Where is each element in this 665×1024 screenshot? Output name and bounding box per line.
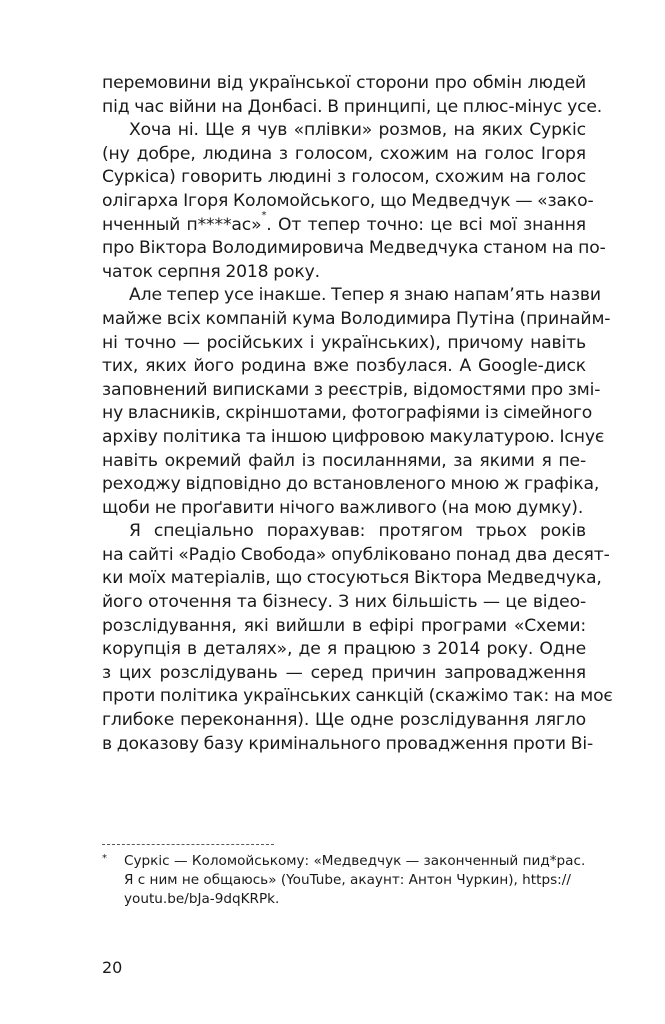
text-line: під час війни на Донбасі. В принципі, це плюс-мінус усе. (102, 96, 603, 117)
text-line: розслідування, які вийшли в ефірі програми «Схеми: (102, 615, 586, 636)
text-fragment: нченный п****ас» (102, 214, 262, 235)
text-line (102, 209, 586, 238)
text-line: Хоча ні. Ще я чув «плівки» розмов, на яких Суркіс (129, 120, 586, 141)
footnote (102, 852, 586, 909)
footnote-reference: * (261, 209, 267, 221)
text-line: Суркіса) говорить людині з голосом, схожим на голос (102, 167, 586, 188)
text-line: олігарха Ігоря Коломойського, що Медведчук — «зако- (102, 190, 594, 211)
text-line: глибоке переконання). Ще одне розслідування лягло (102, 710, 586, 731)
text-line: перемовини від української сторони про обмін людей (102, 73, 586, 93)
footnote-marker: * (102, 853, 107, 864)
text-line: про Віктора Володимировича Медведчука станом на по- (102, 238, 606, 259)
text-line: щоби не проґавити нічого важливого (на мою думку). (102, 497, 584, 518)
text-line: ки моїх матеріалів, що стосуються Віктора Медведчука, (102, 568, 602, 589)
footnote-separator (102, 844, 274, 845)
text-fragment: . От тепер точно: це всі мої знання (266, 214, 586, 235)
text-line: ні точно — російських і українських), причому навіть (102, 332, 586, 353)
text-line: реходжу відповідно до встановленого мною ж графіка, (102, 474, 600, 495)
text-line: заповнений виписками з реєстрів, відомостями про змі- (102, 379, 601, 400)
text-line: в доказову базу кримінального провадження проти Ві- (102, 733, 594, 754)
text-line: навіть окремий файл із посиланнями, за якими я пе- (102, 450, 586, 471)
text-line: (ну добре, людина з голосом, схожим на голос Ігоря (102, 143, 586, 164)
text-line: Але тепер усе інакше. Тепер я знаю напам’ять назви (129, 285, 601, 306)
body-text (102, 72, 613, 756)
footnote-line: Я с ним не общаюсь» (YouTube, акаунт: Антон Чуркин), https:// (124, 872, 571, 888)
text-line: його оточення та бізнесу. З них більшість — це відео- (102, 592, 586, 613)
text-line: проти політика українських санкцій (скажімо так: на моє (102, 686, 613, 707)
text-line: ну власників, скріншотами, фотографіями із сімейного (102, 403, 593, 424)
text-line: архіву політика та іншою цифровою макулатурою. Існує (102, 426, 605, 447)
text-line: з цих розслідувань — серед причин запровадження (102, 662, 586, 683)
text-line: чаток серпня 2018 року. (102, 261, 320, 282)
text-line: корупція в деталях», де я працюю з 2014 року. Одне (102, 639, 586, 660)
footnote-line: Суркіс — Коломойському: «Медведчук — законченный пид*рас. (124, 853, 586, 869)
page-number: 20 (102, 958, 123, 977)
text-line: на сайті «Радіо Свобода» опубліковано понад два десят- (102, 544, 610, 565)
text-line: майже всіх компаній кума Володимира Путіна (принайм- (102, 308, 611, 329)
footnote-line: youtu.be/bJa-9dqKRPk. (124, 891, 280, 907)
text-line: Я спеціально порахував: протягом трьох років (129, 521, 586, 542)
text-line: тих, яких його родина вже позбулася. А Google-диск (102, 356, 586, 377)
